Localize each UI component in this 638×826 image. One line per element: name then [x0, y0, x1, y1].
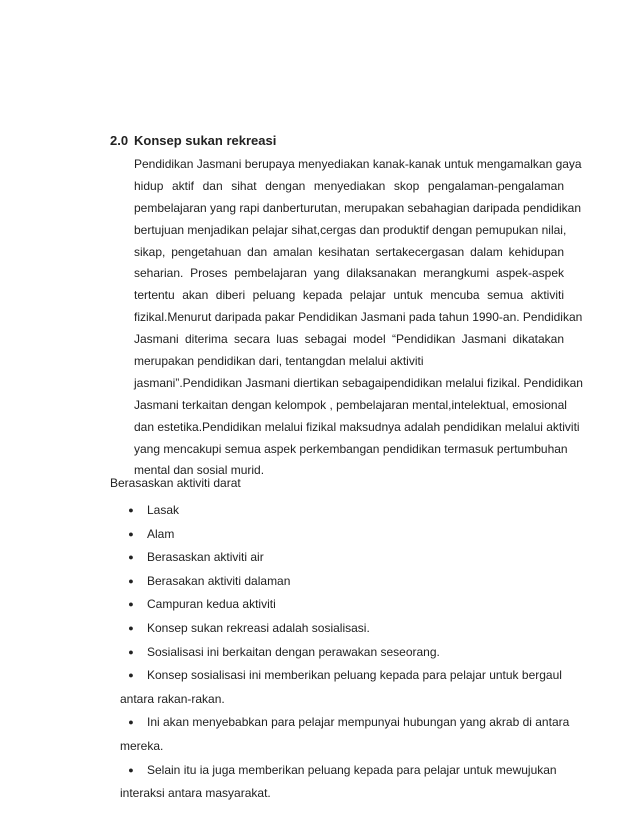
paragraph-line: Jasmani diterima secara luas sebagai model “Pendidikan Jasmani dikatakan	[134, 332, 564, 347]
list-item	[118, 711, 568, 735]
list-item-continuation: antara rakan-rakan.	[120, 691, 225, 706]
paragraph-line: yang mencakupi semua aspek perkembangan pendidikan termasuk pertumbuhan	[134, 441, 568, 456]
list-item-text: Sosialisasi ini berkaitan dengan perawakan seseorang.	[147, 644, 440, 659]
list-item	[118, 641, 568, 665]
paragraph-line: hidup aktif dan sihat dengan menyediakan skop pengalaman-pengalaman	[134, 178, 564, 193]
bullet-list	[118, 499, 568, 806]
bullet-icon: ●	[128, 599, 134, 610]
list-item-text: Konsep sukan rekreasi adalah sosialisasi.	[147, 620, 370, 635]
list-item-text: Selain itu ia juga memberikan peluang kepada para pelajar untuk mewujukan	[147, 762, 557, 777]
subheading: Berasaskan aktiviti darat	[110, 476, 241, 490]
bullet-icon: ●	[128, 505, 134, 515]
bullet-icon: ●	[128, 717, 134, 728]
list-item-text: Alam	[147, 526, 175, 541]
paragraph-line: pembelajaran yang rapi danberturutan, merupakan sebahagian daripada pendidikan	[134, 200, 581, 215]
list-item-text: Campuran kedua aktiviti	[147, 597, 276, 612]
list-item	[118, 570, 568, 594]
section-paragraph	[134, 154, 583, 482]
list-item	[118, 664, 568, 688]
list-item-text: Ini akan menyebabkan para pelajar mempunyai hubungan yang akrab di antara	[147, 715, 570, 730]
paragraph-line: fizikal.Menurut daripada pakar Pendidikan Jasmani pada tahun 1990-an. Pendidikan	[134, 310, 583, 325]
list-item-text: Berasakan aktiviti dalaman	[147, 573, 291, 588]
paragraph-line: tertentu akan diberi peluang kepada pelajar untuk mencuba semua aktiviti	[134, 288, 564, 303]
bullet-icon: ●	[128, 764, 134, 775]
list-item-text: Lasak	[147, 503, 180, 517]
section-number: 2.0	[110, 133, 129, 148]
list-item-text: Berasaskan aktiviti air	[147, 550, 264, 565]
bullet-icon: ●	[128, 575, 134, 586]
section-title: Konsep sukan rekreasi	[134, 133, 277, 148]
bullet-icon: ●	[128, 646, 134, 657]
section-heading	[110, 132, 276, 150]
paragraph-line: dan estetika.Pendidikan melalui fizikal maksudnya adalah pendidikan melalui aktiviti	[134, 419, 580, 434]
bullet-icon: ●	[128, 622, 134, 633]
paragraph-line: jasmani”.Pendidikan Jasmani diertikan sebagaipendidikan melalui fizikal. Pendidikan	[134, 375, 583, 390]
paragraph-line: Jasmani terkaitan dengan kelompok , pembelajaran mental,intelektual, emosional	[134, 397, 567, 412]
bullet-icon: ●	[128, 528, 134, 539]
list-item-continuation: interaksi antara masyarakat.	[120, 786, 271, 801]
list-item	[118, 523, 568, 547]
paragraph-line: Pendidikan Jasmani berupaya menyediakan kanak-kanak untuk mengamalkan gaya	[134, 157, 582, 171]
list-item	[118, 759, 568, 783]
bullet-icon: ●	[128, 552, 134, 563]
paragraph-line: bertujuan menjadikan pelajar sihat,cergas dan produktif dengan pemupukan nilai,	[134, 222, 567, 237]
list-item-text: Konsep sosialisasi ini memberikan peluang kepada para pelajar untuk bergaul	[147, 668, 562, 683]
list-item-continuation: mereka.	[120, 738, 164, 753]
paragraph-line: mental dan sosial murid.	[134, 463, 265, 478]
paragraph-line: sikap, pengetahuan dan amalan kesihatan sertakecergasan dalam kehidupan	[134, 244, 564, 259]
list-item	[118, 593, 568, 617]
paragraph-line: seharian. Proses pembelajaran yang dilaksanakan merangkumi aspek-aspek	[134, 266, 564, 281]
list-item	[118, 546, 568, 570]
list-item	[118, 499, 568, 523]
paragraph-line: merupakan pendidikan dari, tentangdan melalui aktiviti	[134, 354, 424, 369]
bullet-icon: ●	[128, 670, 134, 681]
list-item	[118, 617, 568, 641]
